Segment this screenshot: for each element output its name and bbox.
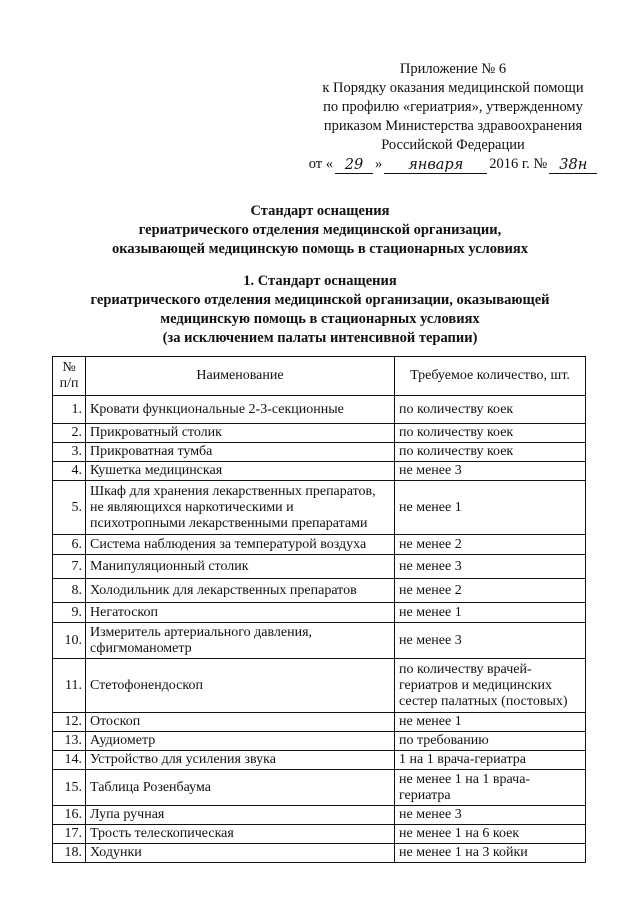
cell-name: Отоскоп — [86, 713, 395, 732]
cell-num: 5. — [53, 481, 86, 535]
cell-name: Устройство для усиления звука — [86, 751, 395, 770]
cell-name: Манипуляционный столик — [86, 555, 395, 579]
title-line: Стандарт оснащения — [250, 203, 390, 219]
handwritten-order-number: 38н — [549, 157, 597, 174]
table-row — [53, 396, 586, 424]
handwritten-day: 29 — [335, 157, 373, 174]
title-line: гериатрического отделения медицинской организации, — [138, 222, 502, 238]
cell-qty: по количеству коек — [395, 443, 586, 462]
cell-num: 6. — [53, 535, 86, 555]
cell-num: 10. — [53, 623, 86, 659]
header-num: № п/п — [53, 357, 86, 396]
cell-num: 9. — [53, 603, 86, 623]
cell-num: 1. — [53, 396, 86, 424]
table-row — [53, 659, 586, 713]
cell-name: Негатоскоп — [86, 603, 395, 623]
cell-num: 7. — [53, 555, 86, 579]
table-row — [53, 732, 586, 751]
cell-qty: не менее 1 — [395, 713, 586, 732]
table-row — [53, 555, 586, 579]
cell-num: 18. — [53, 844, 86, 863]
header-qty: Требуемое количество, шт. — [395, 357, 586, 396]
section-title-line: гериатрического отделения медицинской организации, оказывающей — [90, 292, 550, 308]
table-row — [53, 535, 586, 555]
table-row — [53, 806, 586, 825]
cell-name: Измеритель артериального давления, сфигмоманометр — [86, 623, 395, 659]
date-prefix: от « — [308, 156, 333, 172]
cell-name: Таблица Розенбаума — [86, 770, 395, 806]
table-row — [53, 424, 586, 443]
cell-name: Система наблюдения за температурой воздуха — [86, 535, 395, 555]
appendix-line: Российской Федерации — [381, 137, 525, 153]
appendix-line: к Порядку оказания медицинской помощи — [322, 80, 584, 96]
cell-qty: не менее 3 — [395, 555, 586, 579]
cell-qty: не менее 1 — [395, 603, 586, 623]
table-row — [53, 579, 586, 603]
cell-qty: 1 на 1 врача-гериатра — [395, 751, 586, 770]
cell-name: Шкаф для хранения лекарственных препаратов, не являющихся наркотическими и психотропными лекарственными препаратами — [86, 481, 395, 535]
table-header-row — [53, 357, 586, 396]
cell-num: 12. — [53, 713, 86, 732]
cell-qty: не менее 3 — [395, 462, 586, 481]
cell-name: Аудиометр — [86, 732, 395, 751]
cell-name: Прикроватный столик — [86, 424, 395, 443]
cell-num: 4. — [53, 462, 86, 481]
table-row — [53, 623, 586, 659]
cell-num: 15. — [53, 770, 86, 806]
date-year: 2016 г. № — [489, 156, 548, 172]
cell-name: Холодильник для лекарственных препаратов — [86, 579, 395, 603]
cell-num: 2. — [53, 424, 86, 443]
cell-name: Трость телескопическая — [86, 825, 395, 844]
table-row — [53, 713, 586, 732]
cell-qty: не менее 1 на 6 коек — [395, 825, 586, 844]
cell-qty: не менее 2 — [395, 535, 586, 555]
section-title — [60, 272, 580, 348]
cell-num: 11. — [53, 659, 86, 713]
cell-num: 13. — [53, 732, 86, 751]
cell-num: 17. — [53, 825, 86, 844]
handwritten-month: января — [384, 157, 487, 174]
appendix-line: приказом Министерства здравоохранения — [323, 118, 583, 134]
appendix-line: по профилю «гериатрия», утвержденному — [323, 99, 583, 115]
appendix-line: Приложение № 6 — [399, 61, 507, 77]
cell-num: 16. — [53, 806, 86, 825]
section-title-line: медицинскую помощь в стационарных условиях — [160, 311, 480, 327]
table-row — [53, 462, 586, 481]
table-row — [53, 443, 586, 462]
section-title-line: 1. Стандарт оснащения — [243, 273, 397, 289]
cell-name: Лупа ручная — [86, 806, 395, 825]
cell-name: Ходунки — [86, 844, 395, 863]
cell-qty: по количеству коек — [395, 424, 586, 443]
table-row — [53, 603, 586, 623]
table-row — [53, 481, 586, 535]
table-row — [53, 751, 586, 770]
cell-qty: по количеству коек — [395, 396, 586, 424]
header-name: Наименование — [86, 357, 395, 396]
table-row — [53, 844, 586, 863]
date-sep: » — [375, 156, 383, 172]
cell-qty: не менее 1 на 3 койки — [395, 844, 586, 863]
cell-qty: не менее 1 — [395, 481, 586, 535]
cell-name: Стетофонендоскоп — [86, 659, 395, 713]
cell-qty: не менее 1 на 1 врача-гериатра — [395, 770, 586, 806]
title-line: оказывающей медицинскую помощь в стационарных условиях — [112, 241, 528, 257]
cell-qty: по количеству врачей-гериатров и медицинских сестер палатных (постовых) — [395, 659, 586, 713]
order-date-line — [303, 155, 603, 174]
cell-qty: не менее 2 — [395, 579, 586, 603]
cell-num: 14. — [53, 751, 86, 770]
cell-num: 8. — [53, 579, 86, 603]
appendix-header — [303, 60, 603, 174]
cell-name: Кровати функциональные 2-3-секционные — [86, 396, 395, 424]
table-row — [53, 770, 586, 806]
section-title-line: (за исключением палаты интенсивной терапии) — [162, 330, 478, 346]
equipment-table — [52, 356, 586, 863]
cell-name: Прикроватная тумба — [86, 443, 395, 462]
table-row — [53, 825, 586, 844]
cell-qty: по требованию — [395, 732, 586, 751]
cell-qty: не менее 3 — [395, 806, 586, 825]
cell-num: 3. — [53, 443, 86, 462]
cell-qty: не менее 3 — [395, 623, 586, 659]
cell-name: Кушетка медицинская — [86, 462, 395, 481]
standard-title — [60, 202, 580, 259]
